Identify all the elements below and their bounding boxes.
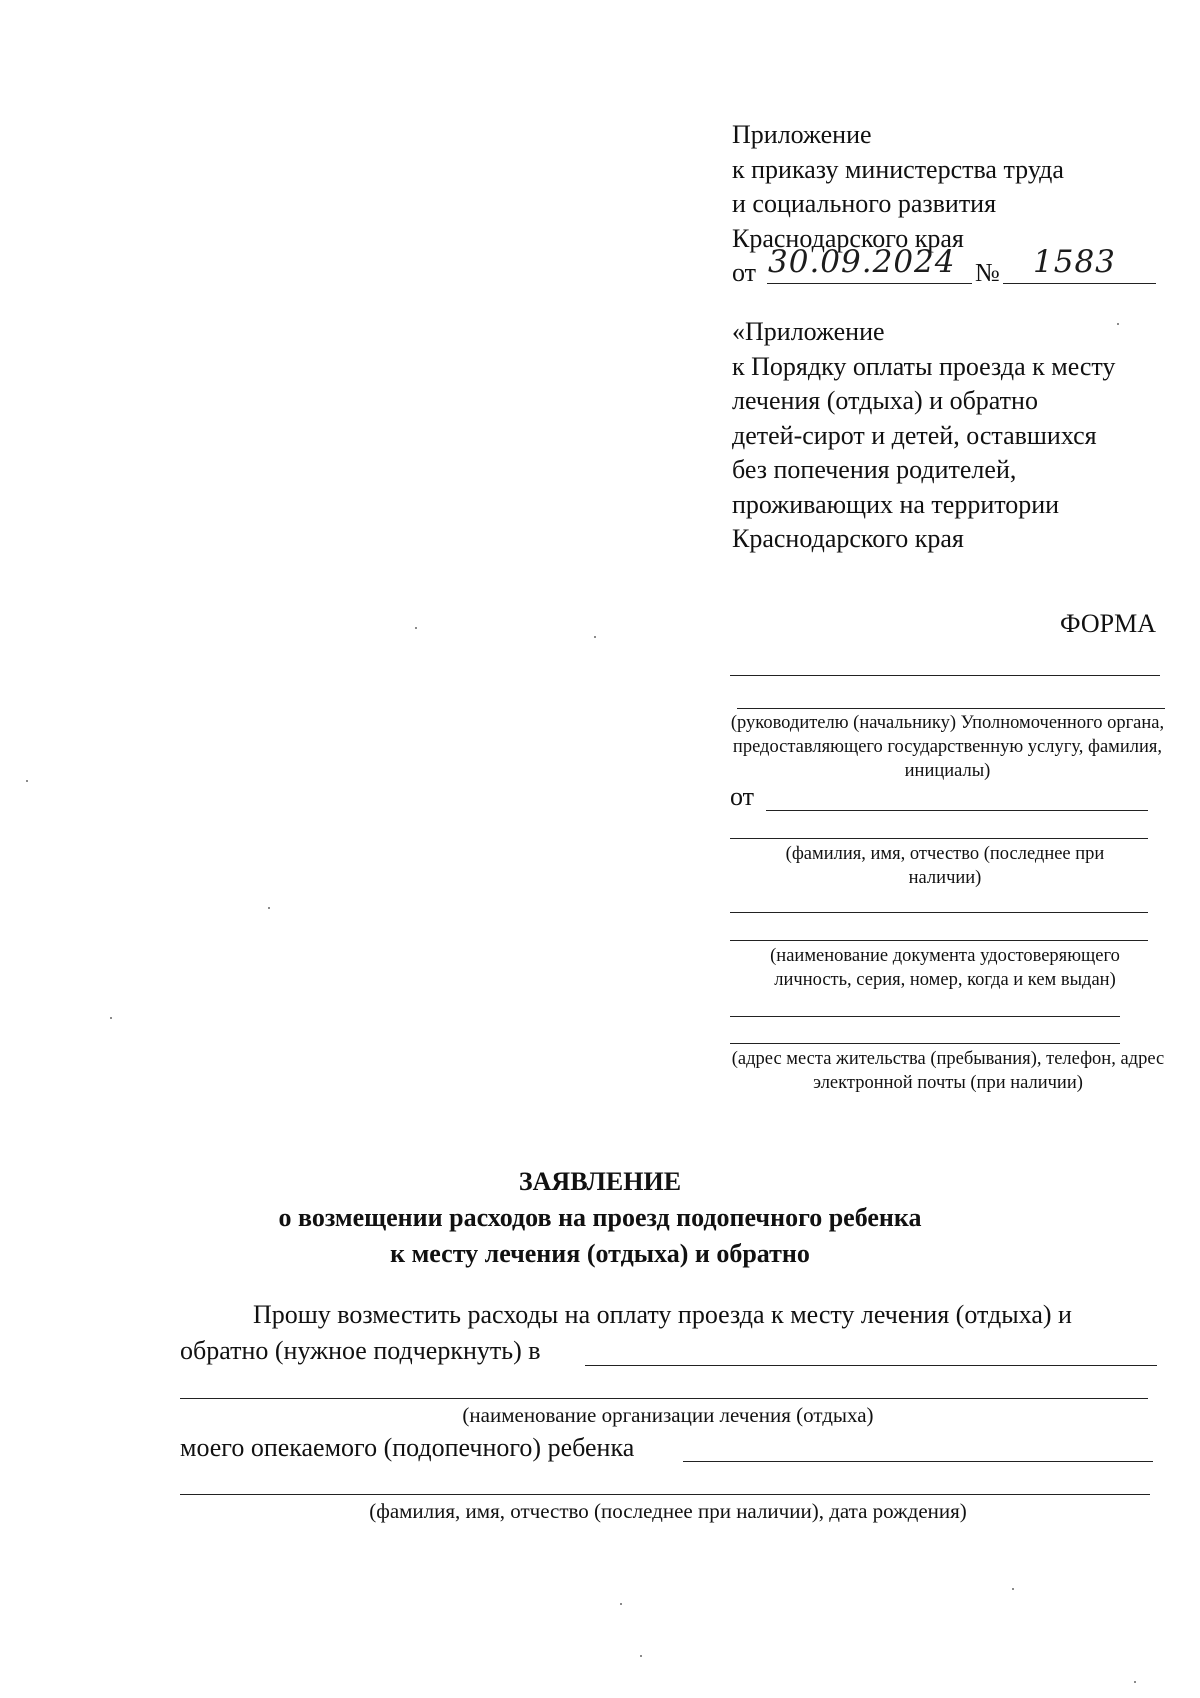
scan-speck [268,907,270,909]
appendix-line-2: к приказу министерства труда [732,154,1064,184]
form-label: ФОРМА [1060,609,1156,638]
applicant-from-label: от [730,782,755,811]
addressee-line-2 [737,708,1165,709]
applicant-address-line-1 [730,1016,1120,1017]
appendix-title: Приложение [732,120,872,149]
applicant-address-caption: (адрес места жительства (пребывания), телефон, адрес электронной почты (при наличии) [731,1049,1165,1093]
child-line-1 [683,1461,1153,1462]
appendix-line-3: и социального развития [732,189,997,218]
procedure-line: детей-сирот и детей, оставшихся [732,420,1097,450]
scan-speck [640,1655,642,1657]
statement-paragraph-line-2: обратно (нужное подчеркнуть) в [180,1336,541,1365]
applicant-name-line-1 [766,810,1148,811]
scan-speck [415,627,417,629]
scan-speck [1134,1681,1136,1683]
statement-title: ЗАЯВЛЕНИЕ [518,1167,682,1196]
procedure-line: лечения (отдыха) и обратно [732,386,1038,415]
order-date-handwritten: 30.09.2024 [768,244,956,280]
procedure-appendix [732,315,1115,557]
order-number-sign: № [975,258,1000,287]
statement-subtitle-2: к месту лечения (отдыха) и обратно [390,1239,810,1268]
procedure-line: «Приложение [732,317,885,346]
scan-speck [1117,323,1119,325]
appendix-header [732,118,1064,256]
organization-caption: (наименование организации лечения (отдыха) [462,1403,874,1427]
applicant-document-line-1 [730,912,1148,913]
applicant-document-line-2 [730,940,1148,941]
child-line-2 [180,1494,1150,1495]
addressee-caption: (руководителю (начальнику) Уполномоченного органа, предоставляющего государственную услугу, фамилия, инициалы) [730,713,1165,781]
procedure-line: к Порядку оплаты проезда к месту [732,351,1116,381]
scan-speck [594,636,596,638]
order-number-underline [1003,283,1156,284]
scan-speck [110,1017,112,1019]
scan-speck [26,780,28,782]
organization-line-1 [585,1365,1157,1366]
statement-paragraph-line-1: Прошу возместить расходы на оплату проезда к месту лечения (отдыха) и [253,1300,1072,1329]
addressee-line-1 [730,675,1160,676]
order-from-label: от [732,258,757,287]
organization-line-2 [180,1398,1148,1399]
procedure-line: без попечения родителей, [732,455,1017,484]
procedure-line: проживающих на территории [732,489,1060,519]
scan-speck [620,1603,622,1605]
applicant-name-line-2 [730,838,1148,839]
appendix-line-4: Краснодарского края [732,223,964,253]
procedure-line: Краснодарского края [732,524,964,553]
scan-speck [1012,1588,1014,1590]
child-caption: (фамилия, имя, отчество (последнее при наличии), дата рождения) [369,1499,967,1523]
applicant-name-caption: (фамилия, имя, отчество (последнее при наличии) [785,844,1105,888]
child-label: моего опекаемого (подопечного) ребенка [180,1433,635,1462]
order-date-underline [767,283,972,284]
statement-subtitle-1: о возмещении расходов на проезд подопечного ребенка [278,1203,922,1232]
applicant-address-line-2 [730,1043,1120,1044]
order-number-handwritten: 1583 [1033,244,1116,280]
applicant-document-caption: (наименование документа удостоверяющего личность, серия, номер, когда и кем выдан) [770,946,1120,990]
